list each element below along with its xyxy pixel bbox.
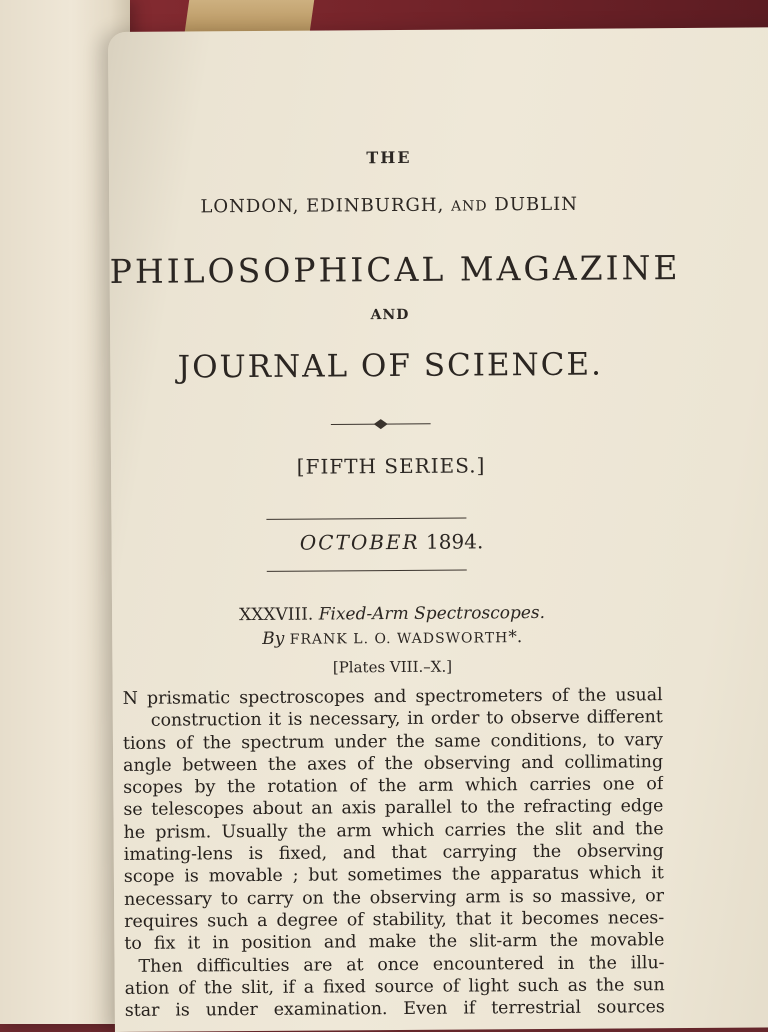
article-author: FRANK L. O. WADSWORTH (289, 630, 509, 648)
masthead-and: AND (370, 306, 410, 324)
article-heading (112, 602, 672, 626)
plates-reference: [Plates VIII.–X.] (332, 657, 453, 677)
body-line: scope is movable ; but sometimes the apparatus which it (123, 863, 664, 888)
body-line: Then difficulties are at once encountered in the illu- (138, 952, 665, 977)
issue-month: OCTOBER (299, 529, 420, 555)
body-line: N prismatic spectroscopes and spectrometers of the usual (122, 685, 663, 709)
body-line: to fix it in position and make the slit-arm the movable (124, 930, 665, 955)
masthead-and-small: AND (450, 198, 488, 215)
body-line: ation of the slit, if a fixed source of light such as the sun (124, 974, 665, 999)
body-line: se telescopes about an axis parallel to the refracting edge (123, 796, 664, 821)
date-rule-top (266, 518, 466, 520)
body-line: he prism. Usually the arm which carries the slit and the (123, 818, 664, 843)
masthead-cities (109, 193, 669, 218)
masthead-journal-of-science: JOURNAL OF SCIENCE. (177, 346, 604, 386)
body-line: construction it is necessary, in order to observe different (150, 707, 663, 732)
issue-year: 1894. (425, 529, 484, 554)
article-byline (112, 626, 672, 650)
body-line: scopes by the rotation of the arm which carries one of (123, 774, 664, 799)
masthead-london-edinburgh: LONDON, EDINBURGH, (200, 194, 445, 218)
masthead-the: THE (366, 147, 412, 168)
footnote-mark: *. (508, 627, 523, 648)
article-body (123, 684, 665, 1022)
masthead-philosophical-magazine: PHILOSOPHICAL MAGAZINE (109, 248, 681, 291)
body-line: requires such a degree of stability, that it becomes neces- (124, 908, 665, 932)
article-title: Fixed-Arm Spectroscopes. (318, 602, 546, 625)
byline-by: By (262, 628, 285, 649)
masthead-dublin: DUBLIN (494, 193, 579, 216)
issue-date (111, 528, 671, 556)
ornament-divider-icon (331, 418, 431, 431)
right-page (108, 27, 768, 1032)
body-line: imating-lens is fixed, and that carrying the observing (123, 841, 664, 865)
body-line: angle between the axes of the observing and collimating (123, 752, 664, 776)
date-rule-bottom (267, 570, 467, 572)
body-line: star is under examination. Even if terrestrial sources (124, 997, 665, 1022)
article-number: XXXVIII. (239, 604, 314, 626)
body-line: necessary to carry on the observing arm is so massive, or (123, 885, 665, 910)
series-label: [FIFTH SERIES.] (296, 453, 486, 479)
body-line: tions of the spectrum under the same conditions, to vary (122, 729, 664, 754)
